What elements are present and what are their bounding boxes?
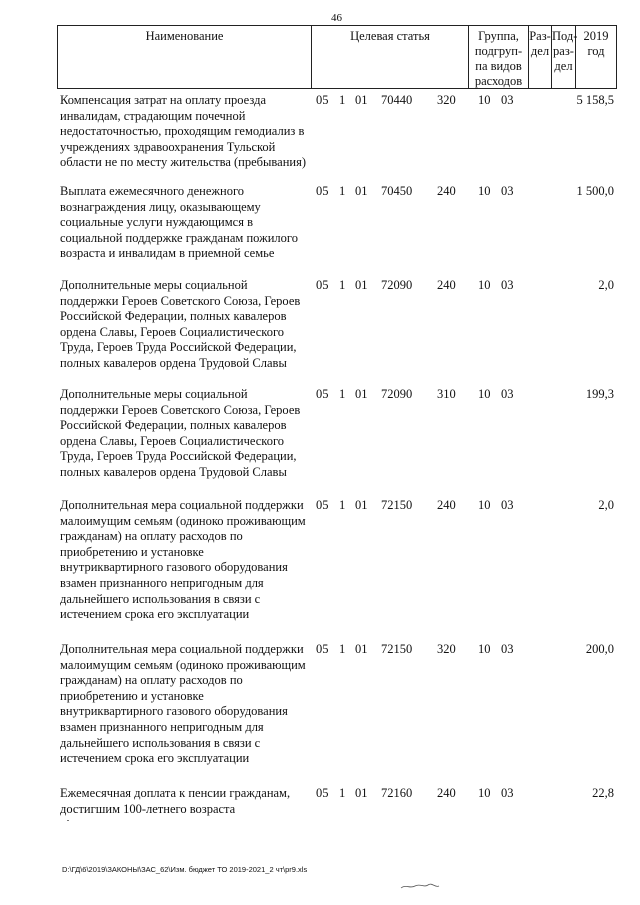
description-line: гражданам) на оплату расходов по xyxy=(60,673,243,688)
expense-group-code: 320 xyxy=(437,642,456,656)
expense-group-code: 240 xyxy=(437,184,456,198)
direction-code: 72090 xyxy=(381,387,413,401)
measure-code: 01 xyxy=(355,184,368,198)
row-description xyxy=(60,786,315,817)
row-description xyxy=(60,642,315,767)
amount-2019: 2,0 xyxy=(598,498,614,512)
description-line: Дополнительная мера социальной поддержки xyxy=(60,498,304,512)
subsection-code: 03 xyxy=(501,387,514,401)
section-code: 10 xyxy=(478,184,491,198)
amount-2019: 199,3 xyxy=(585,387,614,401)
header-group-line: Группа, xyxy=(478,29,519,43)
amount-2019: 2,0 xyxy=(598,278,614,292)
description-line: Ежемесячная доплата к пенсии гражданам, xyxy=(60,786,291,800)
description-line: гражданам) на оплату расходов по xyxy=(60,529,243,544)
subprogram-code: 1 xyxy=(339,278,346,292)
subprogram-code: 1 xyxy=(339,642,346,656)
row-description xyxy=(60,278,315,372)
measure-code: 01 xyxy=(355,498,368,512)
description-line: возраста и инвалидам в приемной семье xyxy=(60,246,275,261)
description-line: Дополнительные меры социальной xyxy=(60,387,248,401)
description-line: Выплата ежемесячного денежного xyxy=(60,184,245,198)
amount-2019: 22,8 xyxy=(592,786,614,800)
amount-2019: 1 500,0 xyxy=(576,184,614,198)
header-subsection-line: раз- xyxy=(553,44,574,58)
program-code: 05 xyxy=(316,786,329,800)
direction-code: 72160 xyxy=(381,786,413,800)
header-year: 2019 год xyxy=(583,29,609,58)
description-line: истечением срока его эксплуатации xyxy=(60,751,250,766)
row-description xyxy=(60,184,315,262)
initials-mark xyxy=(400,882,440,890)
row-description xyxy=(60,498,315,623)
section-code: 10 xyxy=(478,278,491,292)
header-section xyxy=(529,26,552,88)
program-code: 05 xyxy=(316,93,329,107)
direction-code: 70440 xyxy=(381,93,413,107)
header-group-line: расходов xyxy=(474,74,523,88)
description-line: недостаточностью, проходящим гемодиализ в xyxy=(60,124,305,139)
header-section-line: Раз- xyxy=(529,29,551,43)
row-description xyxy=(60,387,315,481)
program-code: 05 xyxy=(316,387,329,401)
program-code: 05 xyxy=(316,498,329,512)
subsection-code: 03 xyxy=(501,786,514,800)
description-line: ордена Славы, Героев Социалистического xyxy=(60,324,285,339)
header-target-article: Целевая статья xyxy=(312,26,469,88)
description-line: приобретению и установке xyxy=(60,688,204,703)
section-code: 10 xyxy=(478,93,491,107)
description-line: социальной поддержке гражданам пожилого xyxy=(60,230,298,245)
direction-code: 72090 xyxy=(381,278,413,292)
description-line: области не по месту жительства (пребывания) xyxy=(60,155,307,170)
description-line: ордена Славы, Героев Социалистического xyxy=(60,433,285,448)
description-line: поддержки Героев Советского Союза, Героев xyxy=(60,293,301,308)
description-line: приобретению и установке xyxy=(60,544,204,559)
section-code: 10 xyxy=(478,786,491,800)
section-code: 10 xyxy=(478,498,491,512)
description-line: Компенсация затрат на оплату проезда xyxy=(60,93,267,107)
program-code: 05 xyxy=(316,278,329,292)
header-subsection-line: дел xyxy=(554,59,573,73)
description-line: малоимущим семьям (одиноко проживающим xyxy=(60,657,306,672)
description-line: учреждениях здравоохранения Тульской xyxy=(60,139,276,154)
measure-code: 01 xyxy=(355,642,368,656)
measure-code: 01 xyxy=(355,387,368,401)
direction-code: 70450 xyxy=(381,184,413,198)
header-expense-group xyxy=(469,26,529,88)
description-line: малоимущим семьям (одиноко проживающим xyxy=(60,513,306,528)
description-line: Российской Федерации, полных кавалеров xyxy=(60,418,287,433)
description-line: Дополнительная мера социальной поддержки xyxy=(60,642,304,656)
expense-group-code: 240 xyxy=(437,498,456,512)
subprogram-code: 1 xyxy=(339,786,346,800)
description-line: Дополнительные меры социальной xyxy=(60,278,248,292)
description-line: инвалидам, страдающим почечной xyxy=(60,108,246,123)
table-header xyxy=(57,25,617,89)
subprogram-code: 1 xyxy=(339,93,346,107)
subprogram-code: 1 xyxy=(339,387,346,401)
description-line: взамен признанного непригодным для xyxy=(60,575,264,590)
header-subsection xyxy=(552,26,576,88)
description-line: социальные услуги нуждающимся в xyxy=(60,215,253,230)
subprogram-code: 1 xyxy=(339,184,346,198)
measure-code: 01 xyxy=(355,278,368,292)
subsection-code: 03 xyxy=(501,642,514,656)
subsection-code: 03 xyxy=(501,278,514,292)
header-group-line: подгруп- xyxy=(474,44,523,58)
measure-code: 01 xyxy=(355,786,368,800)
section-code: 10 xyxy=(478,387,491,401)
description-line: Труда, Героев Труда Российской Федерации, xyxy=(60,449,297,464)
program-code: 05 xyxy=(316,184,329,198)
description-line: вознаграждения лицу, оказывающему xyxy=(60,199,261,214)
description-line: дальнейшего использования в связи с xyxy=(60,591,261,606)
header-name: Наименование xyxy=(58,26,312,88)
expense-group-code: 310 xyxy=(437,387,456,401)
expense-group-code: 240 xyxy=(437,278,456,292)
page-number: 46 xyxy=(331,12,342,24)
section-code: 10 xyxy=(478,642,491,656)
description-line: полных кавалеров ордена Трудовой Славы xyxy=(60,355,287,370)
direction-code: 72150 xyxy=(381,642,413,656)
description-line: взамен признанного непригодным для xyxy=(60,719,264,734)
amount-2019: 200,0 xyxy=(585,642,614,656)
measure-code: 01 xyxy=(355,93,368,107)
row-description xyxy=(60,93,315,171)
description-line: полных кавалеров ордена Трудовой Славы xyxy=(60,464,287,479)
subsection-code: 03 xyxy=(501,498,514,512)
description-line: внутриквартирного газового оборудования xyxy=(60,560,288,575)
program-code: 05 xyxy=(316,642,329,656)
header-section-line: дел xyxy=(530,44,550,58)
subprogram-code: 1 xyxy=(339,498,346,512)
amount-2019: 5 158,5 xyxy=(576,93,614,107)
subsection-code: 03 xyxy=(501,184,514,198)
file-path-footer: D:\ГД\6\2019\ЗАКОНЫ\ЗАС_62\Изм. бюджет ТО 2019-2021_2 чт\pr9.xls xyxy=(62,865,308,874)
direction-code: 72150 xyxy=(381,498,413,512)
description-line: истечением срока его эксплуатации xyxy=(60,607,250,622)
description-line: Российской Федерации, полных кавалеров xyxy=(60,309,287,324)
description-line: дальнейшего использования в связи с xyxy=(60,735,261,750)
header-group-line: па видов xyxy=(475,59,522,73)
expense-group-code: 240 xyxy=(437,786,456,800)
expense-group-code: 320 xyxy=(437,93,456,107)
description-line: достигшим 100-летнего возраста xyxy=(60,801,236,816)
header-subsection-line: Под- xyxy=(552,29,578,43)
description-line: внутриквартирного газового оборудования xyxy=(60,704,288,719)
description-line: поддержки Героев Советского Союза, Героев xyxy=(60,402,301,417)
scan-speck xyxy=(67,820,69,821)
subsection-code: 03 xyxy=(501,93,514,107)
description-line: Труда, Героев Труда Российской Федерации, xyxy=(60,340,297,355)
